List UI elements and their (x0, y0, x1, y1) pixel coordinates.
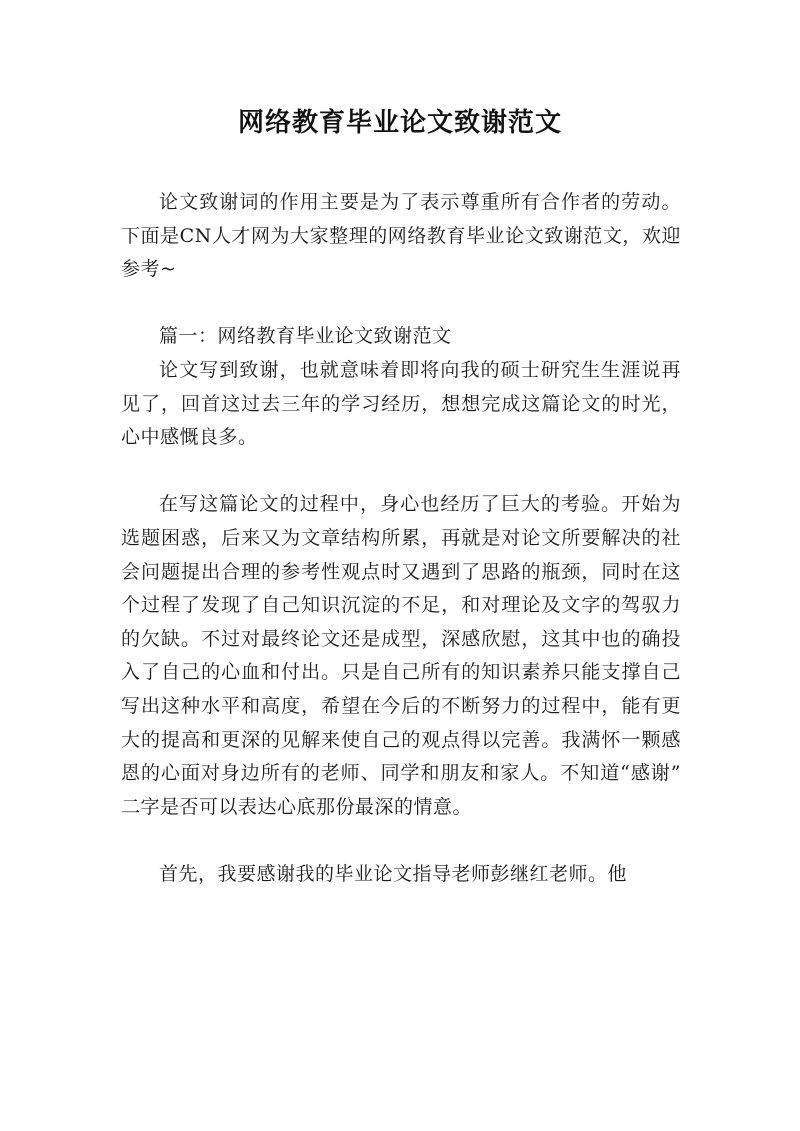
document-body (121, 186, 681, 891)
document-title: 网络教育毕业论文致谢范文 (237, 108, 562, 138)
section-heading: 篇一：网络教育毕业论文致谢范文 (159, 325, 452, 348)
paragraph-spacer (121, 287, 681, 321)
body-paragraph: 在写这篇论文的过程中，身心也经历了巨大的考验。开始为选题困惑，后来又为文章结构所累，再就是对论文所要解决的社会问题提出合理的参考性观点时又遇到了思路的瓶颈，同时在这个过程了发现了自己知识沉淀的不足，和对理论及文字的驾驭力的欠缺。不过对最终论文还是成型，深感欣慰，这其中也的确投入了自己的心血和付出。只是自己所有的知识素养只能支撑自己写出这种水平和高度，希望在今后的不断努力的过程中，能有更大的提高和更深的见解来使自己的观点得以完善。我满怀一颗感恩的心面对身边所有的老师、同学和朋友和家人。不知道“感谢” 二字是否可以表达心底那份最深的情意。 (121, 493, 681, 818)
paragraph-spacer (121, 824, 681, 858)
intro-paragraph: 论文致谢词的作用主要是为了表示尊重所有合作者的劳动。下面是CN人才网为大家整理的网络教育毕业论文致谢范文，欢迎参考~ (121, 191, 681, 281)
paragraph-spacer (121, 455, 681, 489)
body-paragraph: 首先，我要感谢我的毕业论文指导老师彭继红老师。他 (159, 862, 628, 885)
body-paragraph: 论文写到致谢，也就意味着即将向我的硕士研究生生涯说再见了，回首这过去三年的学习经历，想想完成这篇论文的时光，心中感慨良多。 (121, 358, 681, 449)
